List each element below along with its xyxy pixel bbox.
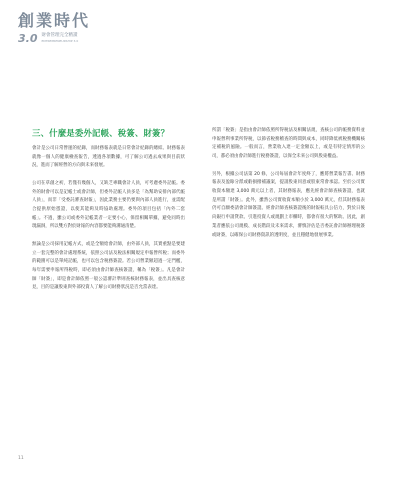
brand-row — [18, 33, 90, 45]
paragraph: 公司在草創之初，若僅有幾個人，又缺乏專職會計人員，可考慮委外記帳。委外的財會可以是記帳士或會計師，但委外記帳人員多是「為幫助安排內部代帳人員」，而非「受委託審查財報」，因此業務主要仍要與內部人員進行，並需配合提供原始憑證，以使其能夠及時協助處理。委外的項目包括「內外二套帳」。不過，雖公司或委外記帳業者一定要小心，保留相關單據，避免同時出現漏洞，所以雙方對於財報的內容都要能夠溝通清楚。 — [32, 180, 185, 230]
brand-subtitles — [42, 33, 79, 43]
page-number: 11 — [18, 456, 24, 461]
right-column — [212, 127, 365, 249]
brand-number: 3.0 — [18, 32, 38, 45]
brand-title: 創業時代 — [18, 11, 91, 30]
paragraph: 會計是公司日常營運的紀錄，而財務報表就是日常會計紀錄的總結。財務報表就像一個人的健康檢查報告，透過各項數據，可了解公司過去成果與目前狀況，進而了解經營的方向與未來發展。 — [32, 146, 185, 169]
brand-subtitle-zh: 財會管理完全精讀 — [41, 33, 78, 38]
paragraph: 無論是公司採用記帳方式，或是全額給會計師，由外部人員，其實重點是要建立一套完整的會計處理系統，依照公司法及稅法相關規定申報營所稅；而委外的範圍可以是單純記帳，也可以包含稅務簽證。若公司營業額超過一定門檻，每年需要申報所得稅時，即必須由會計師查核簽證，稱為「稅簽」。凡是會計師「財簽」，即是會計師依照一般公認審計準則查核財務報表，並出具查核意見，目的是讓股東與外部投資人了解公司財務狀況是否允當表達。 — [32, 241, 185, 291]
left-column — [32, 145, 185, 302]
section-heading: 三、什麼是委外記帳、稅簽、財簽？ — [32, 128, 170, 138]
paragraph: 所謂「稅簽」是指由會計師依照所得稅法及相關法規，查核公司的帳務資料並申報營利事業所得稅，以節省稅務稽查的時間與成本，同時降低被稅務機關核定補稅的風險。一般而言，營業收入達一定金額以上，或是有特定情形的公司，都必須由會計師進行稅務簽證，以保全未來公司與股東權益。 — [212, 128, 365, 160]
paragraph: 另外，根據公司法第 20 條，公司每屆會計年度終了，應將營業報告書、財務報表及盈餘分派或虧損撥補議案，提請股東同意或股東常會承認。至於公司實收資本額達 3,000 萬元以上者，其財務報表，應先經會計師查核簽證，也就是所謂「財簽」。此外，雖然公司實收資本額小於 3,000 萬元，但其財務報表仍可自願委請會計師簽證。經會計師查核簽證後的財報較具公信力，對於日後向銀行申請貸款、引進投資人或規劃上市櫃時，都會有很大的幫助。因此，創業者應依公司規模、成長階段及未來需求，審慎評估是否委託會計師辦理稅簽或財簽，以確保公司財務資訊的透明度，並且穩健地發展事業。 — [212, 171, 365, 238]
brand-subtitle-en: ENTREPRENEURSHIP 3.0 — [41, 39, 79, 43]
brand-logo — [18, 12, 90, 45]
